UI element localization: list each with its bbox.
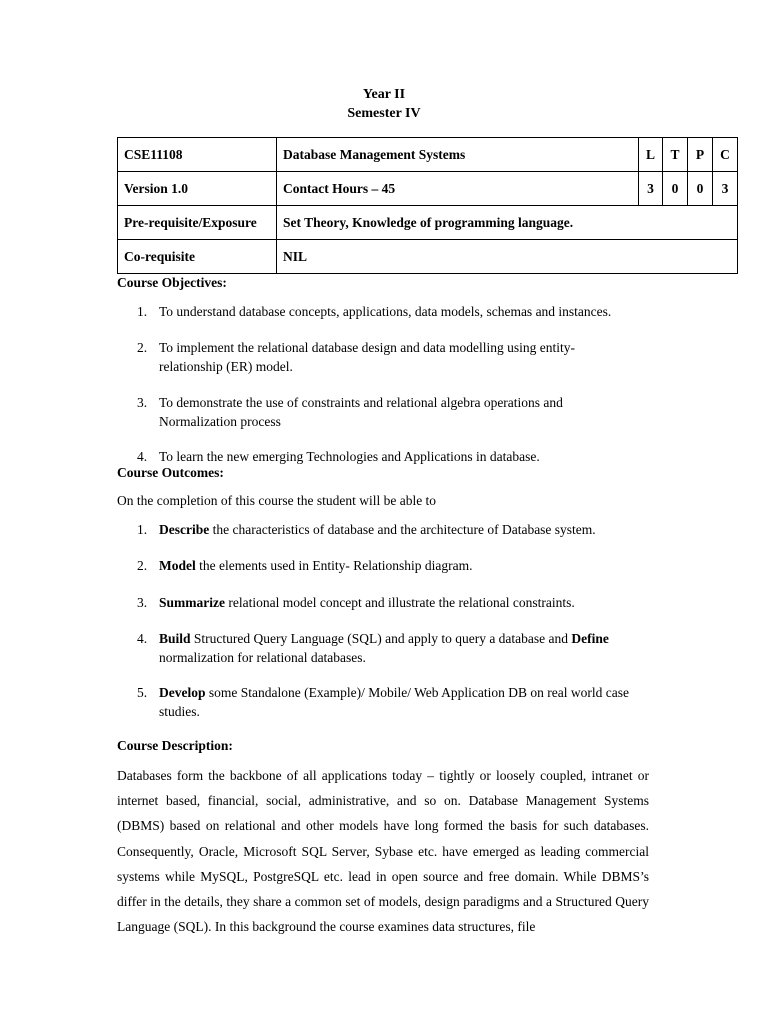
- item-text: To demonstrate the use of constraints and relational algebra operations and Normalization process: [159, 395, 563, 429]
- outcome-text: relational model concept and illustrate the relational constraints.: [224, 595, 575, 610]
- table-row: [118, 138, 738, 172]
- contact-hours-cell: Contact Hours – 45: [277, 172, 639, 206]
- outcomes-intro: On the completion of this course the student will be able to: [117, 493, 437, 508]
- item-number: 1.: [137, 522, 148, 537]
- item-number: 1.: [137, 304, 148, 319]
- semester-heading: Semester IV: [347, 106, 421, 121]
- item-text: [159, 593, 649, 612]
- coreq-value: NIL: [277, 240, 738, 274]
- outcome-verb: Summarize: [159, 595, 225, 610]
- outcome-text: some Standalone (Example)/ Mobile/ Web Application DB on real world case studies.: [159, 685, 629, 719]
- course-info-table: [117, 137, 738, 274]
- item-number: 3.: [137, 395, 148, 410]
- item-number: 3.: [137, 595, 148, 610]
- outcome-verb: Model: [159, 558, 196, 573]
- outcome-text: the elements used in Entity- Relationship diagram.: [195, 558, 473, 573]
- ltpc-label-c: C: [713, 138, 738, 172]
- item-number: 2.: [137, 340, 148, 355]
- item-text: [159, 556, 649, 575]
- item-text: To understand database concepts, applications, data models, schemas and instances.: [159, 304, 612, 319]
- coreq-label: Co-requisite: [118, 240, 277, 274]
- table-row: [118, 240, 738, 274]
- item-text: [159, 683, 634, 721]
- outcome-text-2: normalization for relational databases.: [159, 650, 366, 665]
- course-code: CSE11108: [118, 138, 277, 172]
- outcome-verb-2: Define: [571, 631, 609, 646]
- ltpc-label-t: T: [663, 138, 688, 172]
- item-number: 2.: [137, 558, 148, 573]
- ltpc-label-p: P: [688, 138, 713, 172]
- version-cell: Version 1.0: [118, 172, 277, 206]
- outcome-text: Structured Query Language (SQL) and apply to query a database and: [190, 631, 572, 646]
- item-text: [159, 520, 649, 539]
- prereq-label: Pre-requisite/Exposure: [118, 206, 277, 240]
- item-number: 4.: [137, 449, 148, 464]
- ltpc-value-p: 0: [688, 172, 713, 206]
- ltpc-value-t: 0: [663, 172, 688, 206]
- item-text: To learn the new emerging Technologies and Applications in database.: [159, 449, 540, 464]
- item-number: 4.: [137, 631, 148, 646]
- ltpc-value-l: 3: [639, 172, 663, 206]
- table-row: [118, 172, 738, 206]
- item-number: 5.: [137, 685, 148, 700]
- course-name: Database Management Systems: [277, 138, 639, 172]
- description-heading: Course Description:: [117, 738, 233, 753]
- outcome-text: the characteristics of database and the architecture of Database system.: [209, 522, 596, 537]
- item-text: To implement the relational database design and data modelling using entity-relationship (ER) model.: [159, 340, 575, 374]
- year-heading: Year II: [362, 87, 406, 102]
- ltpc-label-l: L: [639, 138, 663, 172]
- objectives-heading: Course Objectives:: [117, 275, 227, 290]
- outcome-verb: Develop: [159, 685, 206, 700]
- description-paragraph: Databases form the backbone of all applications today – tightly or loosely coupled, intranet or internet based, financial, social, administrative, and so on. Database Management Systems (DBMS) based on relational and other models have long formed the basis for such databases. Consequently, Oracle, Microsoft SQL Server, Sybase etc. have emerged as leading commercial systems while MySQL, PostgreSQL etc. lead in open source and free domain. While DBMS’s differ in the details, they share a common set of models, design paradigms and a Structured Query Language (SQL). In this background the course examines data structures, file: [117, 768, 649, 935]
- ltpc-value-c: 3: [713, 172, 738, 206]
- outcome-verb: Describe: [159, 522, 210, 537]
- prereq-value: Set Theory, Knowledge of programming language.: [277, 206, 738, 240]
- outcome-verb: Build: [159, 631, 191, 646]
- item-text: [159, 629, 639, 667]
- table-row: [118, 206, 738, 240]
- outcomes-heading: Course Outcomes:: [117, 465, 224, 480]
